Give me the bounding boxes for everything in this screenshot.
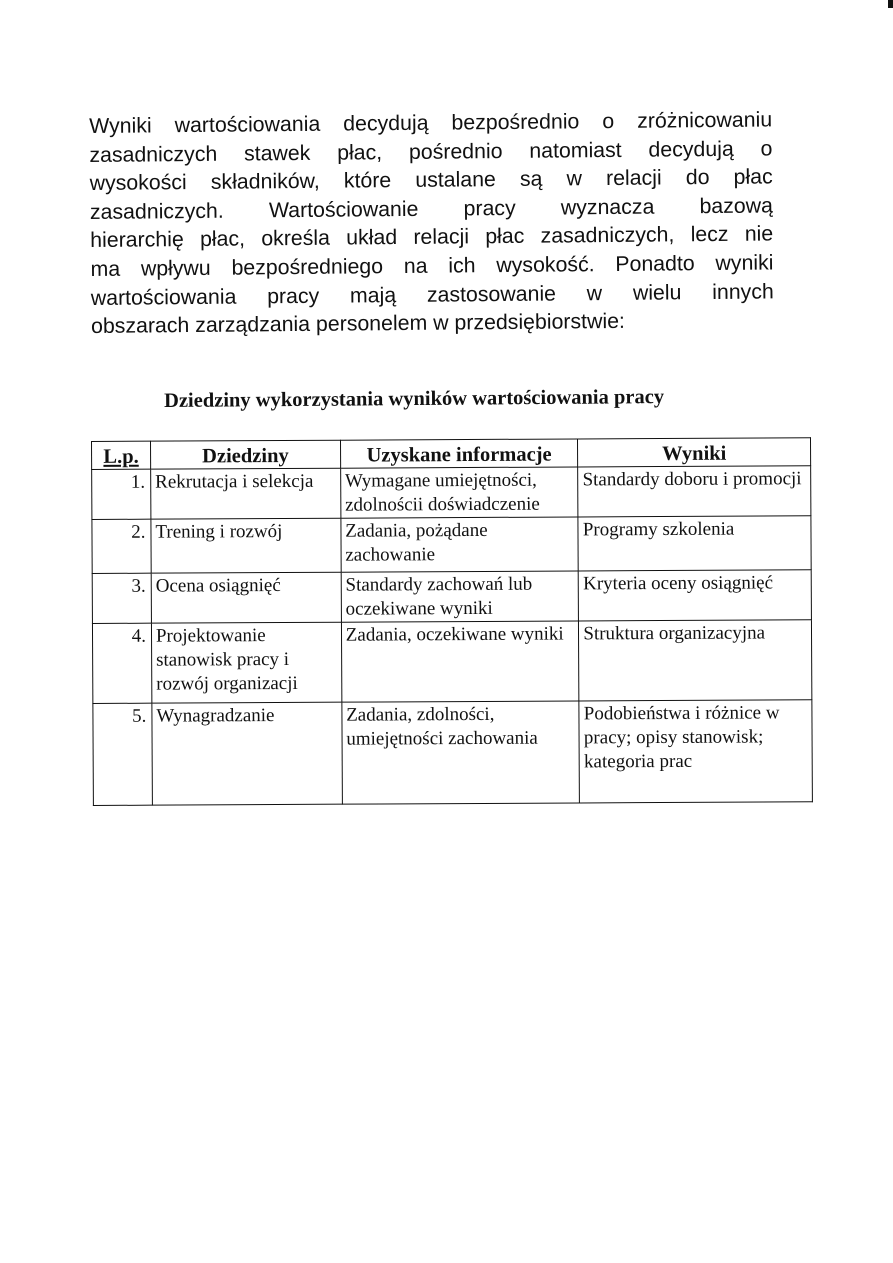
cell-lp: 1.	[92, 469, 151, 519]
intro-line: obszarach zarządzania personelem w przedsiębiorstwie:	[90, 309, 626, 339]
table-row	[93, 700, 813, 806]
header-wyniki: Wyniki	[578, 438, 811, 467]
scan-corner-mark	[888, 0, 893, 8]
cell-wyniki: Struktura organizacyjna	[579, 620, 812, 701]
cell-informacje: Standardy zachowań lub oczekiwane wyniki	[341, 571, 579, 622]
intro-line: wartościowania pracy mają zastosowanie w wielu innych	[90, 278, 774, 310]
intro-line: ma wpływu bezpośredniego na ich wysokość. Ponadto wyniki	[90, 250, 774, 281]
cell-lp: 4.	[92, 623, 151, 703]
cell-wyniki: Programy szkolenia	[578, 516, 811, 571]
cell-dziedzina: Projektowanie stanowisk pracy i rozwój organizacji	[151, 622, 341, 703]
intro-line: zasadniczych stawek płac, pośrednio natomiast decydują o	[89, 136, 773, 167]
header-lp: L.p.	[92, 441, 151, 469]
cell-lp: 2.	[92, 519, 151, 573]
table-header-row	[92, 438, 811, 470]
intro-line: zasadniczych. Wartościowanie pracy wyznacza bazową	[89, 193, 774, 224]
cell-wyniki: Standardy doboru i promocji	[578, 466, 811, 517]
usage-table	[91, 437, 813, 806]
table-container	[91, 437, 813, 806]
cell-wyniki: Kryteria oceny osiągnięć	[579, 570, 812, 621]
intro-paragraph	[89, 105, 774, 340]
header-dziedziny: Dziedziny	[150, 440, 340, 469]
table-row	[92, 570, 811, 624]
cell-wyniki: Podobieństwa i różnice w pracy; opisy stanowisk; kategoria prac	[579, 700, 812, 803]
intro-line: hierarchię płac, określa układ relacji płac zasadniczych, lecz nie	[90, 221, 774, 253]
cell-dziedzina: Ocena osiągnięć	[151, 572, 341, 623]
table-row	[92, 516, 811, 574]
intro-line: wysokości składników, które ustalane są w relacji do płac	[89, 164, 773, 196]
header-informacje: Uzyskane informacje	[340, 439, 578, 468]
cell-dziedzina: Rekrutacja i selekcja	[151, 468, 341, 519]
cell-informacje: Wymagane umiejętności, zdolnościi doświadczenie	[340, 467, 578, 518]
table-row	[92, 466, 811, 520]
cell-dziedzina: Trening i rozwój	[151, 518, 341, 573]
intro-line: Wyniki wartościowania decydują bezpośrednio o zróżnicowaniu	[89, 107, 773, 138]
table-row	[92, 620, 811, 704]
cell-lp: 3.	[92, 573, 151, 623]
cell-informacje: Zadania, zdolności, umiejętności zachowania	[342, 701, 580, 804]
cell-dziedzina: Wynagradzanie	[152, 702, 342, 805]
cell-informacje: Zadania, pożądane zachowanie	[341, 517, 579, 572]
cell-informacje: Zadania, oczekiwane wyniki	[341, 621, 579, 702]
cell-lp: 5.	[93, 703, 152, 805]
table-title: Dziedziny wykorzystania wyników wartościowania pracy	[164, 386, 665, 412]
